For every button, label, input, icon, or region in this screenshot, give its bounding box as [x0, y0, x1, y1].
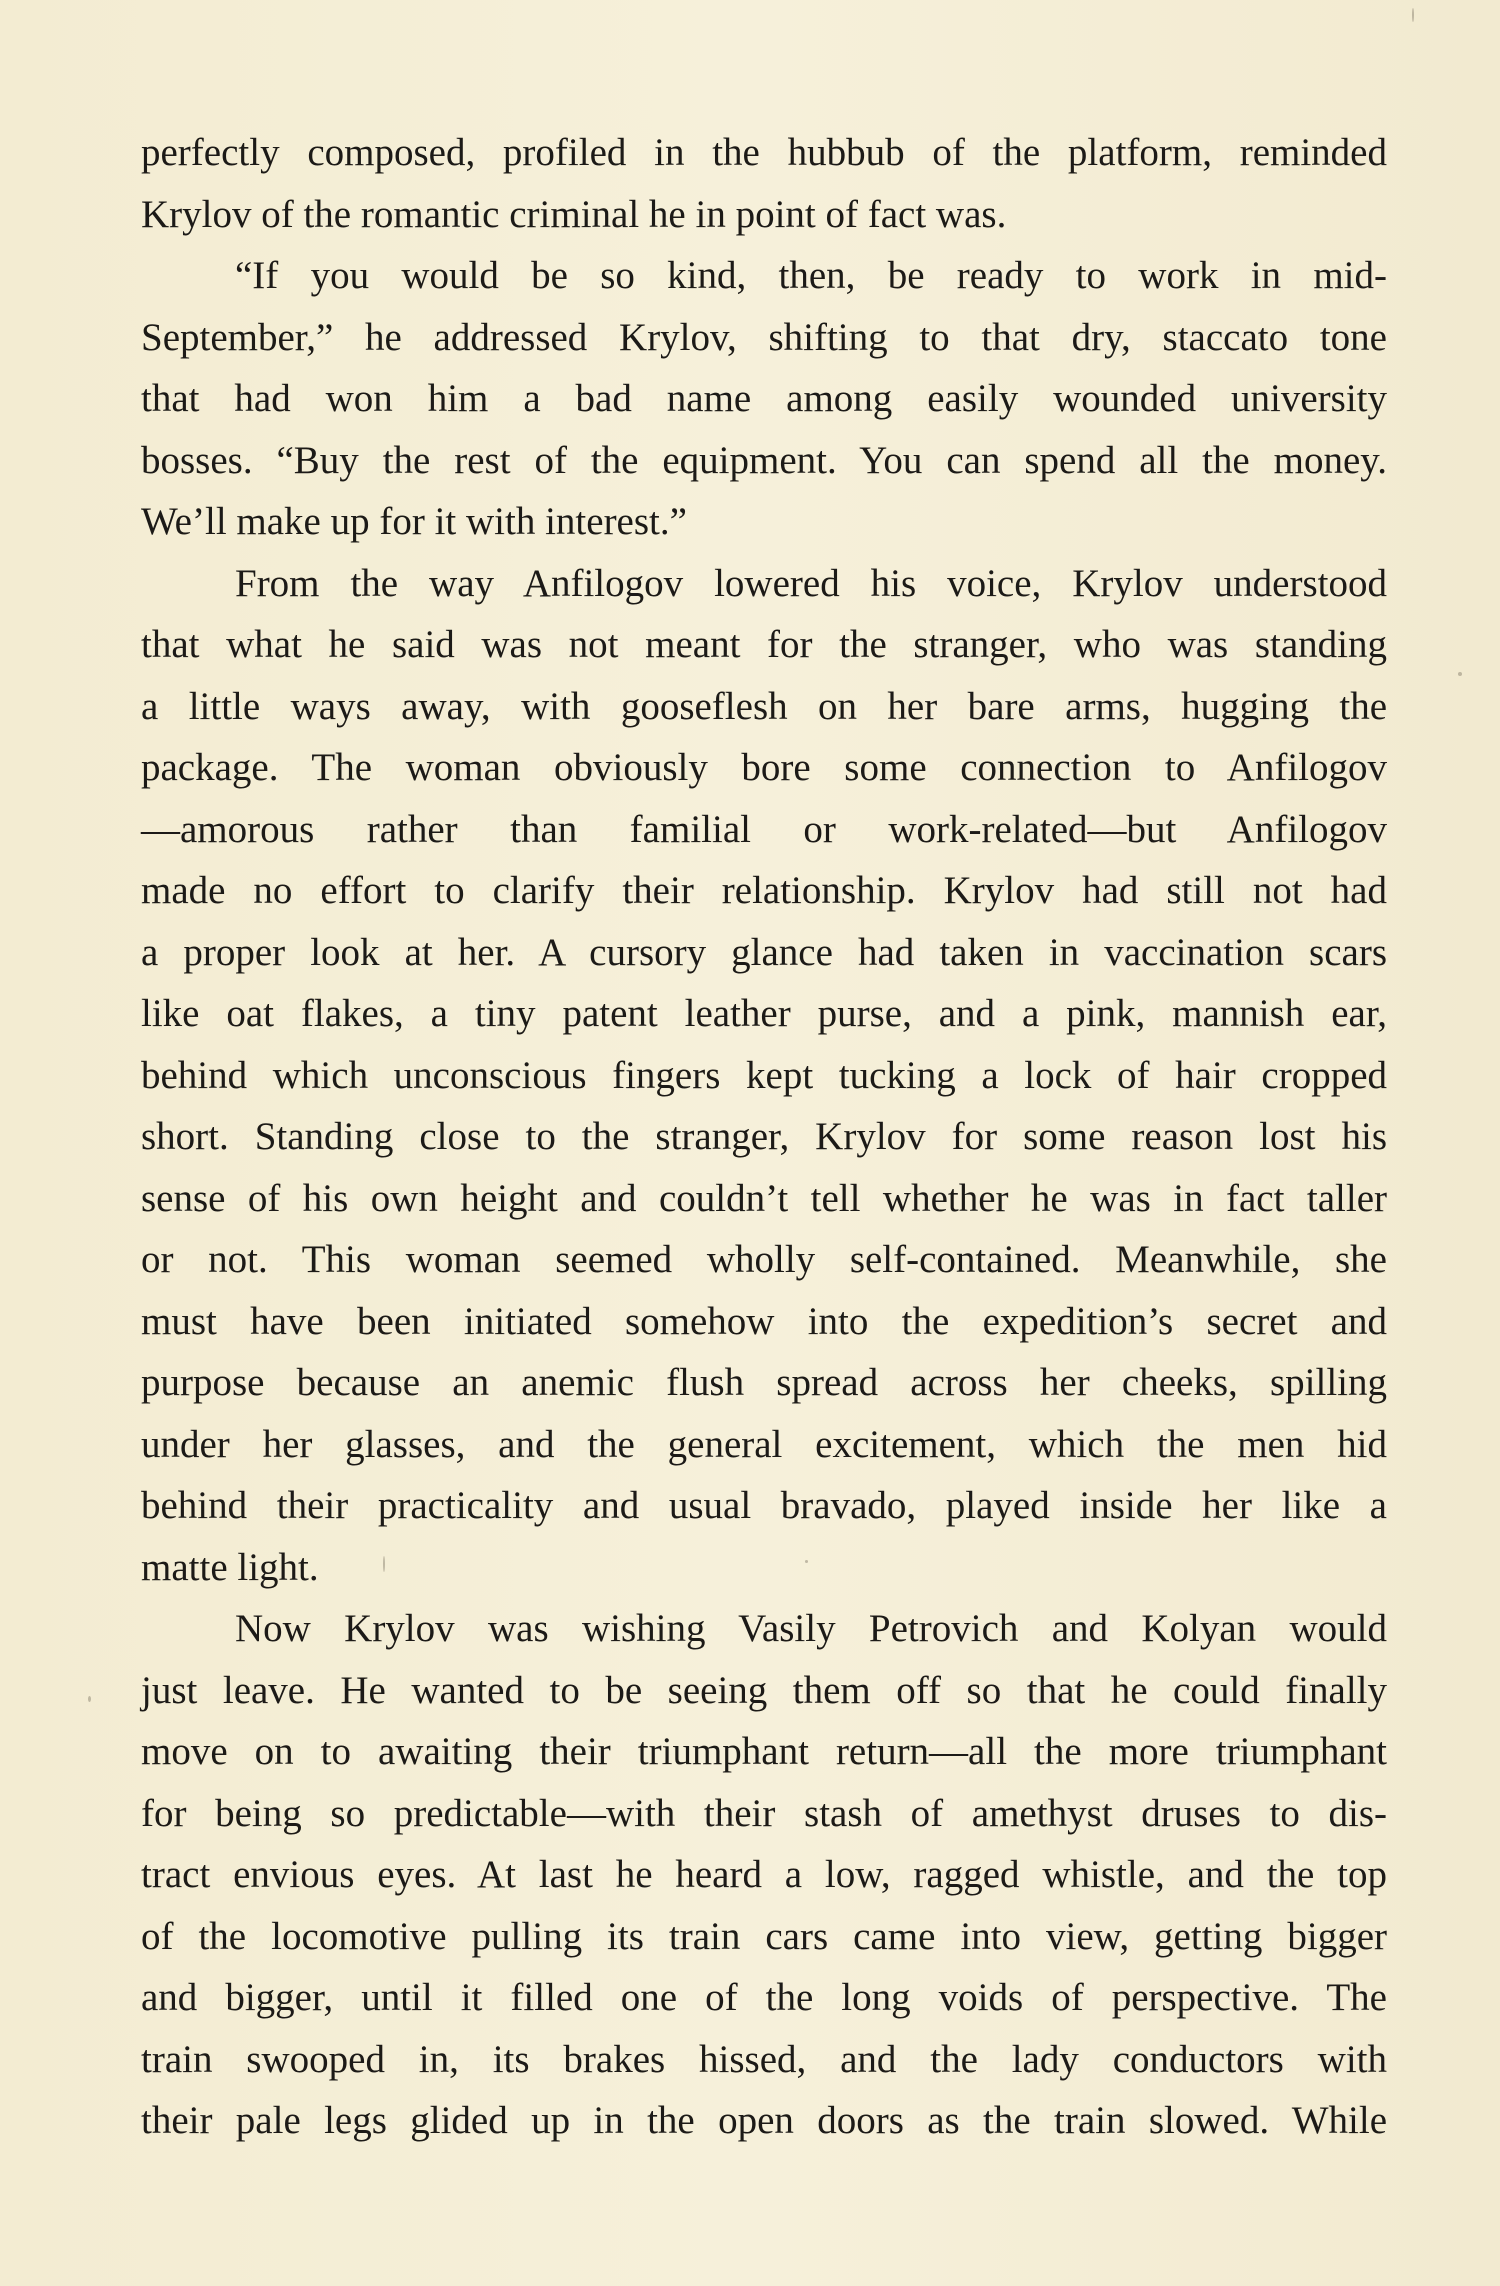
text-line-30: of the locomotive pulling its train cars came into view, getting bigger [141, 1914, 1387, 1958]
text-line-17: short. Standing close to the stranger, Krylov for some reason lost his [141, 1115, 1387, 1158]
text-line-27: move on to awaiting their triumphant return—all the more triumphant [141, 1730, 1387, 1773]
text-line-4: September,” he addressed Krylov, shifting to that dry, staccato tone [141, 315, 1387, 359]
text-line-11: package. The woman obviously bore some connection to Anfilogov [141, 746, 1387, 789]
text-line-6: bosses. “Buy the rest of the equipment. You can spend all the money. [141, 438, 1387, 482]
paper-speck [383, 1556, 385, 1572]
text-line-15: like oat flakes, a tiny patent leather purse, and a pink, mannish ear, [141, 992, 1387, 1035]
text-line-18: sense of his own height and couldn’t tell whether he was in fact taller [141, 1176, 1387, 1220]
text-line-28: for being so predictable—with their stash of amethyst druses to dis- [141, 1791, 1387, 1835]
paper-speck [1458, 672, 1462, 676]
text-line-2: Krylov of the romantic criminal he in point of fact was. [141, 192, 1007, 236]
text-line-12: —amorous rather than familial or work-related—but Anfilogov [141, 807, 1387, 851]
text-line-13: made no effort to clarify their relationship. Krylov had still not had [141, 869, 1387, 912]
text-line-31: and bigger, until it filled one of the long voids of perspective. The [141, 1976, 1387, 2019]
text-line-32: train swooped in, its brakes hissed, and the lady conductors with [141, 2037, 1387, 2081]
text-line-29: tract envious eyes. At last he heard a low, ragged whistle, and the top [141, 1853, 1387, 1896]
text-line-8: From the way Anfilogov lowered his voice, Krylov understood [235, 561, 1387, 605]
text-line-19: or not. This woman seemed wholly self-contained. Meanwhile, she [141, 1238, 1387, 1281]
page-text [141, 122, 1387, 2152]
text-line-10: a little ways away, with gooseflesh on her bare arms, hugging the [141, 684, 1387, 728]
text-line-5: that had won him a bad name among easily wounded university [141, 377, 1387, 420]
paper-speck [1412, 8, 1414, 22]
text-line-23: behind their practicality and usual bravado, played inside her like a [141, 1484, 1387, 1527]
text-line-7: We’ll make up for it with interest.” [141, 500, 687, 543]
text-line-16: behind which unconscious fingers kept tucking a lock of hair cropped [141, 1053, 1387, 1097]
text-line-26: just leave. He wanted to be seeing them off so that he could finally [141, 1668, 1387, 1712]
paper-speck [88, 1696, 91, 1702]
text-line-21: purpose because an anemic flush spread across her cheeks, spilling [141, 1361, 1387, 1404]
text-line-1: perfectly composed, profiled in the hubbub of the platform, reminded [141, 131, 1387, 174]
text-line-3: “If you would be so kind, then, be ready to work in mid- [235, 254, 1387, 297]
text-line-14: a proper look at her. A cursory glance had taken in vaccination scars [141, 930, 1387, 974]
text-line-22: under her glasses, and the general excitement, which the men hid [141, 1422, 1387, 1466]
text-line-9: that what he said was not meant for the stranger, who was standing [141, 623, 1387, 666]
text-line-20: must have been initiated somehow into the expedition’s secret and [141, 1299, 1387, 1343]
text-line-24: matte light. [141, 1545, 319, 1589]
paper-speck [805, 1560, 808, 1563]
text-line-25: Now Krylov was wishing Vasily Petrovich and Kolyan would [235, 1607, 1387, 1650]
text-line-33: their pale legs glided up in the open doors as the train slowed. While [141, 2099, 1387, 2142]
